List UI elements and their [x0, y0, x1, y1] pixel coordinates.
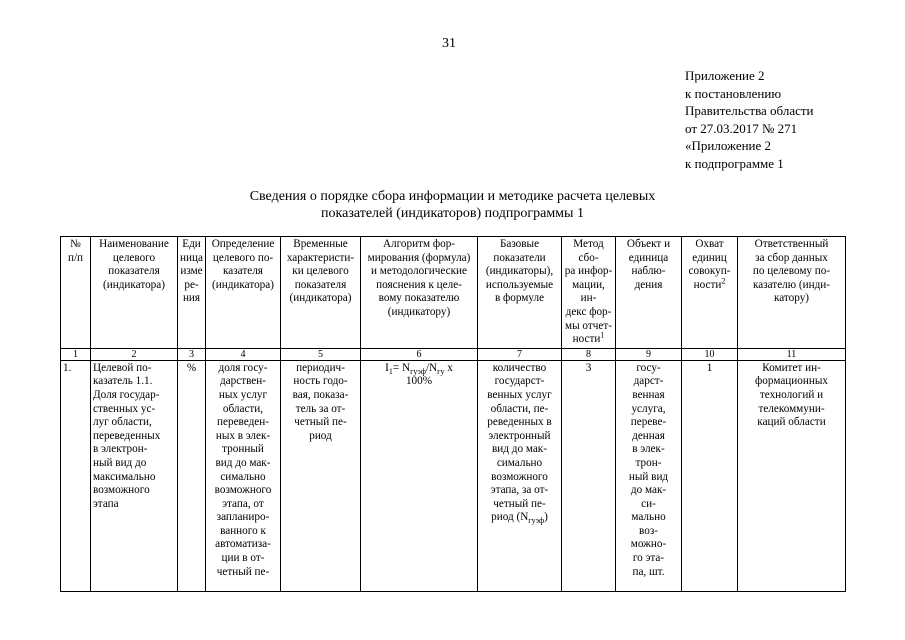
- header-cell-responsible: Ответственный за сбор данных по целевому по- казателю (инди- катору): [738, 237, 846, 349]
- column-number: 5: [281, 348, 361, 360]
- header-cell-coverage: Охват единиц совокуп- ности$^2$: [682, 237, 738, 349]
- indicator-unit: %: [178, 360, 206, 591]
- indicator-object: госу- дарст- венная услуга, переве- денная в элек- трон- ный вид до мак- си- мально воз- можно- го эта- па, шт.: [616, 360, 682, 591]
- indicator-method: 3: [562, 360, 616, 591]
- appendix-line: к постановлению: [685, 85, 782, 101]
- indicators-table: [60, 236, 846, 592]
- document-title-line-2: показателей (индикаторов) подпрограммы 1: [321, 206, 584, 221]
- column-number: 8: [562, 348, 616, 360]
- header-cell-base: Базовые показатели (индикаторы), используемые в формуле: [478, 237, 562, 349]
- column-number: 9: [616, 348, 682, 360]
- column-number: 4: [206, 348, 281, 360]
- document-title-line-1: Сведения о порядке сбора информации и методике расчета целевых: [249, 189, 656, 204]
- header-cell-num: № п/п: [61, 237, 91, 349]
- page-number: 31: [442, 36, 456, 51]
- row-number: 1.: [61, 360, 91, 591]
- column-number: 2: [91, 348, 178, 360]
- appendix-line: от 27.03.2017 № 271: [685, 120, 798, 136]
- appendix-line: к подпрограмме 1: [685, 155, 784, 171]
- header-cell-definition: Определение целевого по- казателя (индикатора): [206, 237, 281, 349]
- header-cell-object: Объект и единица наблю- дения: [616, 237, 682, 349]
- appendix-line: Приложение 2: [685, 68, 765, 83]
- header-cell-name: Наименование целевого показателя (индикатора): [91, 237, 178, 349]
- column-number: 11: [738, 348, 846, 360]
- column-number: 7: [478, 348, 562, 360]
- header-cell-method: Метод сбо- ра инфор- мации, ин- декс фор- мы отчет- ности$^1$: [562, 237, 616, 349]
- indicator-responsible: Комитет ин- формационных технологий и телекоммуни- каций области: [738, 360, 846, 591]
- footnote-mark: 1: [600, 330, 605, 340]
- header-cell-formula: Алгоритм фор- мирования (формула) и методологические пояснения к целе- вому показателю (индикатору): [361, 237, 478, 349]
- indicator-name: Целевой по- казатель 1.1. Доля государ- ственных ус- луг области, переведенных в электрон- ный вид до максимально возможного этапа: [91, 360, 178, 591]
- appendix-line: «Приложение 2: [685, 138, 772, 153]
- table-header-row: [61, 237, 846, 349]
- appendix-line: Правительства области: [685, 103, 814, 118]
- indicator-base-values: количество государст- венных услуг области, пе- реведенных в электронный вид до мак- симально возможного этапа, за от- четный пе- риод $(N_{гуэф})$: [478, 360, 562, 591]
- column-number-row: [61, 348, 846, 360]
- header-cell-unit: Еди ница изме ре- ния: [178, 237, 206, 349]
- column-number: 3: [178, 348, 206, 360]
- indicator-coverage: 1: [682, 360, 738, 591]
- header-cell-time: Временные характеристи- ки целевого показателя (индикатора): [281, 237, 361, 349]
- column-number: 1: [61, 348, 91, 360]
- footnote-mark: 2: [721, 276, 726, 286]
- indicator-formula: $I_1= N_{гуэф}/N_{гу}$ x 100%: [361, 360, 478, 591]
- indicator-time-characteristics: периодич- ность годо- вая, показа- тель за от- четный пе- риод: [281, 360, 361, 591]
- column-number: 10: [682, 348, 738, 360]
- document-title: [200, 188, 705, 222]
- appendix-note: [685, 67, 814, 172]
- table-row: [61, 360, 846, 591]
- column-number: 6: [361, 348, 478, 360]
- indicator-definition: доля госу- дарствен- ных услуг области, переведен- ных в элек- тронный вид до мак- симально возможного этапа, от запланиро- ванного к автоматиза- ции в от- четный пе-: [206, 360, 281, 591]
